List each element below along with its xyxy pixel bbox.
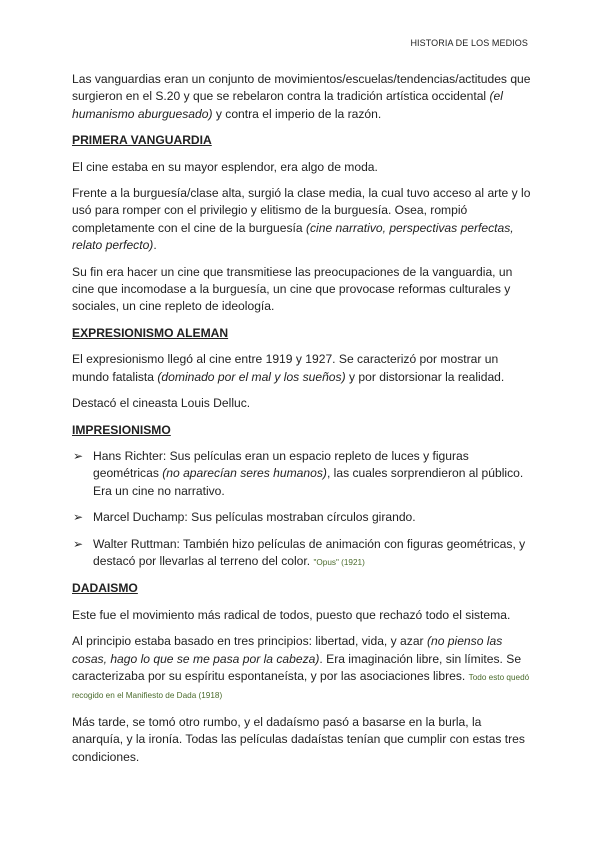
page-header: HISTORIA DE LOS MEDIOS bbox=[410, 38, 528, 48]
arrow-bullet-icon: ➢ bbox=[73, 510, 84, 525]
impresionismo-list bbox=[72, 448, 532, 571]
primera-paragraph-3: Su fin era hacer un cine que transmitiese las preocupaciones de la vanguardia, un cine que incomodase a la burguesía, un cine que provocase reformas culturales y sociales, un cine repleto de ideología. bbox=[72, 264, 513, 314]
heading-primera-vanguardia: PRIMERA VANGUARDIA bbox=[72, 133, 212, 148]
list-item: ➢ Walter Ruttman: También hizo películas de animación con figuras geométricas, y destacó por llevarlas al terreno del color. "Opus" (1921) bbox=[73, 536, 526, 568]
heading-dadaismo: DADAISMO bbox=[72, 581, 138, 596]
dadaismo-paragraph-1: Este fue el movimiento más radical de todos, puesto que rechazó todo el sistema. bbox=[72, 607, 511, 622]
document-body bbox=[72, 71, 532, 775]
list-item: ➢ Marcel Duchamp: Sus películas mostraban círculos girando. bbox=[72, 509, 532, 526]
intro-paragraph: Las vanguardias eran un conjunto de movimientos/escuelas/tendencias/actitudes que surgieron en el S.20 y que se rebelaron contra la tradición artística occidental (el humanismo aburguesado) y contra el imperio de la razón. bbox=[72, 72, 531, 121]
dadaismo-paragraph-2: Al principio estaba basado en tres principios: libertad, vida, y azar (no pienso las cosas, hago lo que se me pasa por la cabeza). Era imaginación libre, sin límites. Se caracterizaba por su espíritu espontaneísta, y por las asociaciones libres. Todo esto quedó recogido en el Manifiesto de Dada (1918) bbox=[72, 634, 530, 701]
margin-note: "Opus" (1921) bbox=[313, 557, 365, 567]
heading-expresionismo-aleman: EXPRESIONISMO ALEMAN bbox=[72, 325, 229, 340]
expresionismo-paragraph-2: Destacó el cineasta Louis Delluc. bbox=[72, 396, 251, 411]
heading-impresionismo: IMPRESIONISMO bbox=[72, 422, 171, 437]
dadaismo-paragraph-3: Más tarde, se tomó otro rumbo, y el dadaísmo pasó a basarse en la burla, la anarquía, y la ironía. Todas las películas dadaístas tenían que cumplir con estas tres condiciones. bbox=[72, 714, 525, 764]
expresionismo-paragraph-1: El expresionismo llegó al cine entre 1919 y 1927. Se caracterizó por mostrar un mundo fatalista (dominado por el mal y los sueños) y por distorsionar la realidad. bbox=[72, 352, 505, 384]
manifesto-note: Todo esto quedó recogido en el Manifiesto de Dada (1918) bbox=[72, 672, 530, 701]
arrow-bullet-icon: ➢ bbox=[73, 448, 84, 463]
primera-paragraph-1: El cine estaba en su mayor esplendor, era algo de moda. bbox=[72, 159, 378, 174]
primera-paragraph-2: Frente a la burguesía/clase alta, surgió la clase media, la cual tuvo acceso al arte y lo usó para romper con el privilegio y elitismo de la burguesía. Osea, rompió completamente con el cine de la burguesía (cine narrativo, perspectivas perfectas, relato perfecto). bbox=[72, 186, 531, 253]
arrow-bullet-icon: ➢ bbox=[73, 536, 84, 551]
list-item: ➢ Hans Richter: Sus películas eran un espacio repleto de luces y figuras geométricas (no aparecían seres humanos), las cuales sorprendieron al público. Era un cine no narrativo. bbox=[73, 448, 524, 498]
